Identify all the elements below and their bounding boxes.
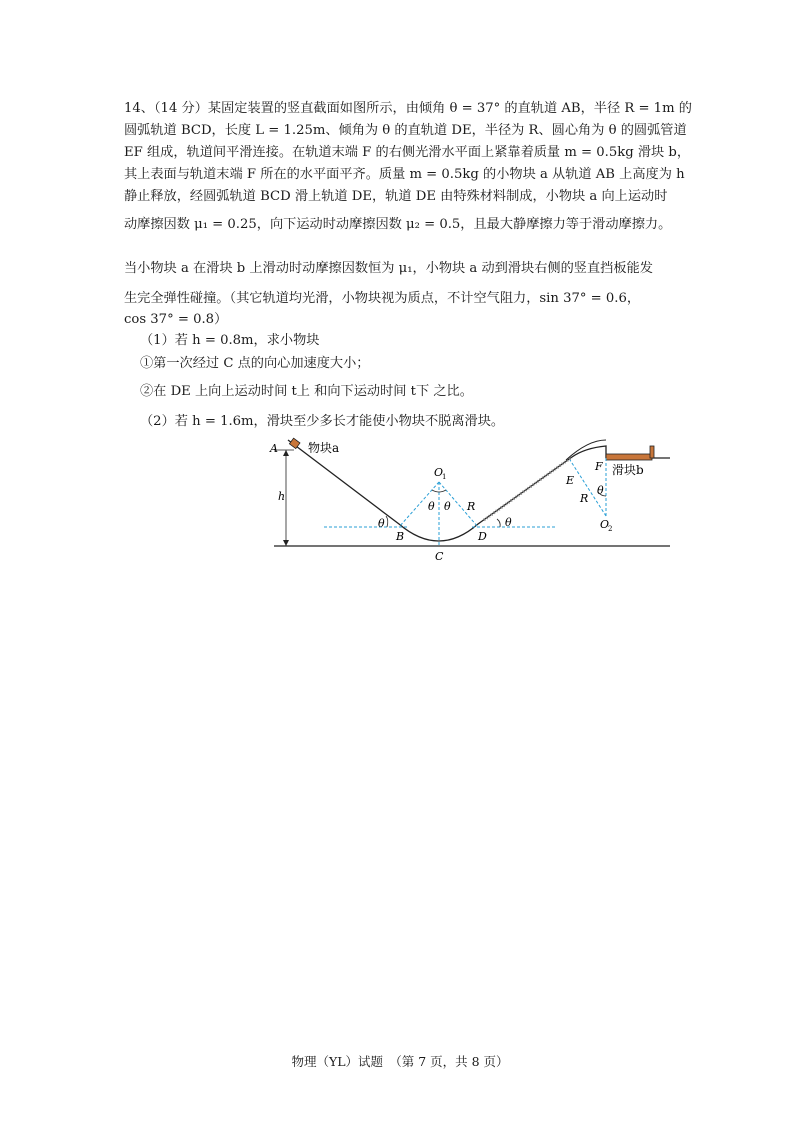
label-block-b: 滑块b: [612, 463, 644, 477]
subquestion-2: （2）若 h = 1.6m，滑块至少多长才能使小物块不脱离滑块。: [140, 414, 505, 429]
problem-line-2: 圆弧轨道 BCD，长度 L = 1.25m、倾角为 θ 的直轨道 DE，半径为 R、圆心角为 θ 的圆弧管道: [124, 123, 687, 138]
label-o2-subscript: 2: [608, 525, 613, 533]
problem-line-9: cos 37° = 0.8）: [124, 312, 228, 327]
problem-line-4: 其上表面与轨道末端 F 所在的水平面平齐。质量 m = 0.5kg 的小物块 a 从轨道 AB 上高度为 h: [124, 167, 685, 182]
page-footer: 物理（YL）试题 （第 7 页，共 8 页）: [291, 1054, 509, 1069]
label-o2: O: [600, 518, 610, 531]
label-theta-o1-left: θ: [428, 500, 435, 513]
problem-line-6: 动摩擦因数 μ₁ = 0.25，向下运动时动摩擦因数 μ₂ = 0.5，且最大静摩擦力等于滑动摩擦力。: [124, 217, 672, 232]
subquestion-1: （1）若 h = 0.8m，求小物块: [140, 333, 320, 348]
label-o1-subscript: 1: [442, 473, 447, 481]
angle-arc-d: [497, 519, 500, 527]
label-b-point: B: [396, 530, 405, 543]
apparatus-figure: [262, 436, 682, 564]
problem-line-3: EF 组成，轨道间平滑连接。在轨道末端 F 的右侧光滑水平面上紧靠着质量 m = 0.5kg 滑块 b，: [124, 145, 691, 160]
apparatus-diagram: [262, 436, 682, 564]
label-a-point: A: [270, 442, 278, 455]
block-a: [289, 438, 300, 448]
problem-line-7: 当小物块 a 在滑块 b 上滑动时动摩擦因数恒为 μ₁，小物块 a 动到滑块右侧的竖直挡板能发: [124, 261, 653, 276]
label-theta-b: θ: [378, 517, 385, 530]
label-c-point: C: [435, 550, 444, 563]
angle-arc-b: [386, 516, 388, 527]
label-e-point: E: [566, 474, 575, 487]
label-f-point: F: [595, 460, 603, 473]
block-b-baffle: [650, 446, 654, 458]
label-theta-o1-right: θ: [444, 500, 451, 513]
block-b: [606, 454, 652, 460]
label-theta-d: θ: [505, 516, 512, 529]
angle-arc-o1: [432, 490, 446, 492]
subquestion-1b: ②在 DE 上向上运动时间 t上 和向下运动时间 t下 之比。: [140, 384, 473, 399]
label-r-o2: R: [580, 492, 589, 505]
label-r-o1: R: [467, 500, 476, 513]
problem-line-8: 生完全弹性碰撞。（其它轨道均光滑，小物块视为质点，不计空气阻力，sin 37° = 0.6，: [124, 291, 641, 306]
problem-line-1: 14、（14 分）某固定装置的竖直截面如图所示，由倾角 θ = 37° 的直轨道 AB，半径 R = 1m 的: [124, 101, 692, 116]
problem-line-5: 静止释放，经圆弧轨道 BCD 滑上轨道 DE，轨道 DE 由特殊材料制成，小物块 a 向上运动时: [124, 189, 668, 204]
label-h: h: [278, 490, 286, 503]
label-block-a: 物块a: [308, 441, 340, 455]
subquestion-1a: ①第一次经过 C 点的向心加速度大小；: [140, 356, 370, 371]
label-d-point: D: [478, 530, 487, 543]
label-theta-o2: θ: [597, 484, 604, 497]
label-o1: O: [434, 466, 444, 479]
height-arrow-down: [283, 540, 289, 546]
height-arrow-up: [283, 450, 289, 456]
